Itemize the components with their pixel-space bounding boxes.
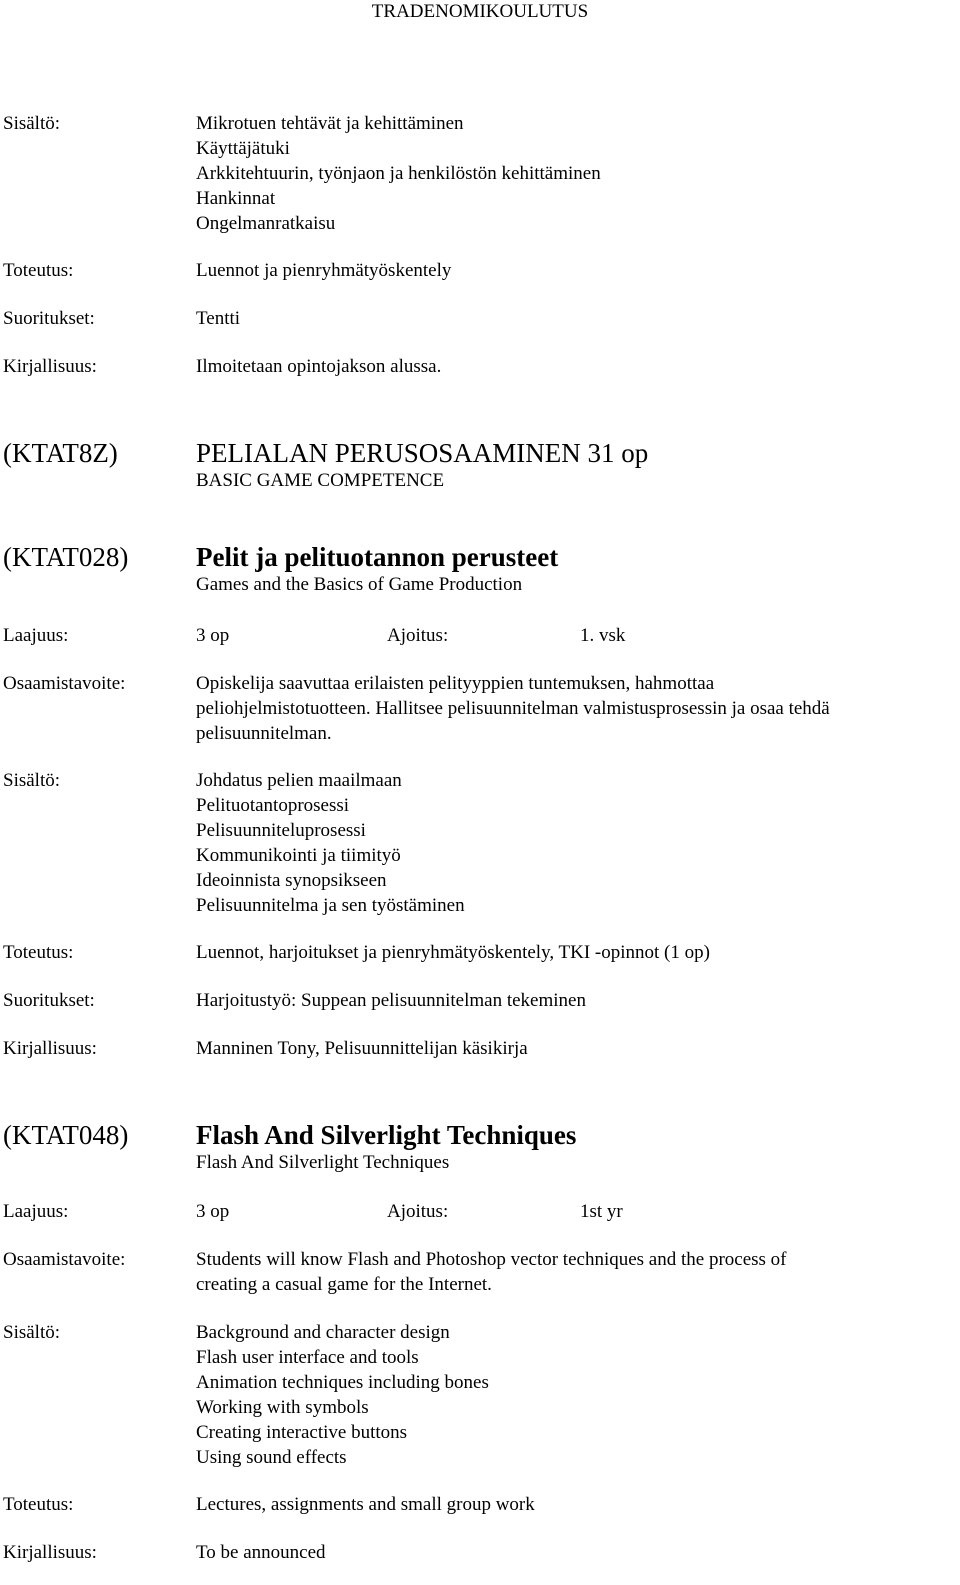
list-item: Arkkitehtuurin, työnjaon ja henkilöstön kehittäminen: [196, 163, 601, 184]
prev-suoritukset-row: [3, 306, 960, 331]
course1-sisalto-row: [3, 768, 960, 918]
header-title: TRADENOMIKOULUTUS: [371, 1, 589, 22]
course1-suoritukset-label: Suoritukset:: [3, 990, 95, 1011]
course1-toteutus-value: Luennot, harjoitukset ja pienryhmätyöskentely, TKI -opinnot (1 op): [196, 942, 710, 963]
list-item: Using sound effects: [196, 1447, 347, 1468]
course2-sisalto-label: Sisältö:: [3, 1322, 61, 1343]
list-item: Creating interactive buttons: [196, 1422, 408, 1443]
prev-kirjallisuus-row: [3, 354, 960, 379]
list-item: Flash user interface and tools: [196, 1347, 419, 1368]
course1-osaamistavoite-row: [3, 671, 960, 746]
course1-toteutus-row: [3, 940, 960, 965]
list-item: Pelituotantoprosessi: [196, 795, 350, 816]
course1-title: Pelit ja pelituotannon perusteet: [196, 542, 559, 572]
course2-sisalto-row: [3, 1320, 960, 1470]
course1-code: (KTAT028): [3, 542, 129, 572]
course2-osaamistavoite-label: Osaamistavoite:: [3, 1249, 126, 1270]
prev-suoritukset-label: Suoritukset:: [3, 308, 95, 329]
module-code: (KTAT8Z): [3, 438, 118, 468]
list-item: Pelisuunniteluprosessi: [196, 820, 366, 841]
course2-laajuus-value: 3 op: [196, 1201, 230, 1222]
course2-kirjallisuus-label: Kirjallisuus:: [3, 1542, 97, 1563]
list-item: Mikrotuen tehtävät ja kehittäminen: [196, 113, 464, 134]
module-subtitle: BASIC GAME COMPETENCE: [196, 470, 445, 491]
course1-kirjallisuus-value: Manninen Tony, Pelisuunnittelijan käsikirja: [196, 1038, 528, 1059]
module-title: PELIALAN PERUSOSAAMINEN 31 op: [196, 438, 649, 468]
course2-ajoitus-label: Ajoitus:: [387, 1201, 449, 1222]
list-item: Johdatus pelien maailmaan: [196, 770, 402, 791]
course1-laajuus-label: Laajuus:: [3, 625, 69, 646]
course1-suoritukset-row: [3, 988, 960, 1013]
course1-osaamistavoite-line: pelisuunnitelman.: [196, 723, 332, 744]
list-item: Pelisuunnitelma ja sen työstäminen: [196, 895, 465, 916]
module-heading: [3, 437, 960, 493]
list-item: Working with symbols: [196, 1397, 369, 1418]
prev-toteutus-value: Luennot ja pienryhmätyöskentely: [196, 260, 452, 281]
list-item: Ideoinnista synopsikseen: [196, 870, 387, 891]
prev-toteutus-row: [3, 258, 960, 283]
course2-toteutus-row: [3, 1492, 960, 1517]
course2-osaamistavoite-row: [3, 1247, 960, 1297]
course2-title: Flash And Silverlight Techniques: [196, 1120, 577, 1150]
course2-osaamistavoite-line: creating a casual game for the Internet.: [196, 1274, 492, 1295]
page-header: [0, 0, 960, 24]
course1-meta: [3, 623, 780, 648]
course2-toteutus-label: Toteutus:: [3, 1494, 74, 1515]
prev-toteutus-label: Toteutus:: [3, 260, 74, 281]
prev-sisalto-list: [196, 111, 960, 236]
course2-toteutus-value: Lectures, assignments and small group work: [196, 1494, 535, 1515]
prev-kirjallisuus-label: Kirjallisuus:: [3, 356, 97, 377]
list-item: Ongelmanratkaisu: [196, 213, 336, 234]
list-item: Kommunikointi ja tiimityö: [196, 845, 401, 866]
course1-subtitle: Games and the Basics of Game Production: [196, 574, 523, 595]
course1-ajoitus-value: 1. vsk: [580, 625, 626, 646]
course1-laajuus-value: 3 op: [196, 625, 230, 646]
course1-toteutus-label: Toteutus:: [3, 942, 74, 963]
course1-osaamistavoite-line: Opiskelija saavuttaa erilaisten pelityyppien tuntemuksen, hahmottaa: [196, 673, 715, 694]
course2-kirjallisuus-value: To be announced: [196, 1542, 326, 1563]
prev-sisalto-label: Sisältö:: [3, 113, 61, 134]
course2-osaamistavoite-line: Students will know Flash and Photoshop vector techniques and the process of: [196, 1249, 787, 1270]
course1-suoritukset-value: Harjoitustyö: Suppean pelisuunnitelman tekeminen: [196, 990, 586, 1011]
course1-sisalto-label: Sisältö:: [3, 770, 61, 791]
course2-meta: [3, 1199, 780, 1224]
list-item: Background and character design: [196, 1322, 450, 1343]
course2-code: (KTAT048): [3, 1120, 129, 1150]
course1-ajoitus-label: Ajoitus:: [387, 625, 449, 646]
prev-sisalto-row: [3, 111, 960, 236]
list-item: Animation techniques including bones: [196, 1372, 489, 1393]
course1-osaamistavoite-line: peliohjelmistotuotteen. Hallitsee pelisuunnitelman valmistusprosessin ja osaa tehdä: [196, 698, 830, 719]
course1-osaamistavoite-label: Osaamistavoite:: [3, 673, 126, 694]
course1-heading: [3, 541, 960, 597]
prev-kirjallisuus-value: Ilmoitetaan opintojakson alussa.: [196, 356, 442, 377]
course2-laajuus-label: Laajuus:: [3, 1201, 69, 1222]
course2-subtitle: Flash And Silverlight Techniques: [196, 1152, 450, 1173]
list-item: Käyttäjätuki: [196, 138, 290, 159]
course1-kirjallisuus-row: [3, 1036, 960, 1061]
course2-heading: [3, 1119, 960, 1175]
prev-suoritukset-value: Tentti: [196, 308, 241, 329]
course2-kirjallisuus-row: [3, 1540, 960, 1565]
course1-kirjallisuus-label: Kirjallisuus:: [3, 1038, 97, 1059]
course2-ajoitus-value: 1st yr: [580, 1201, 623, 1222]
list-item: Hankinnat: [196, 188, 276, 209]
